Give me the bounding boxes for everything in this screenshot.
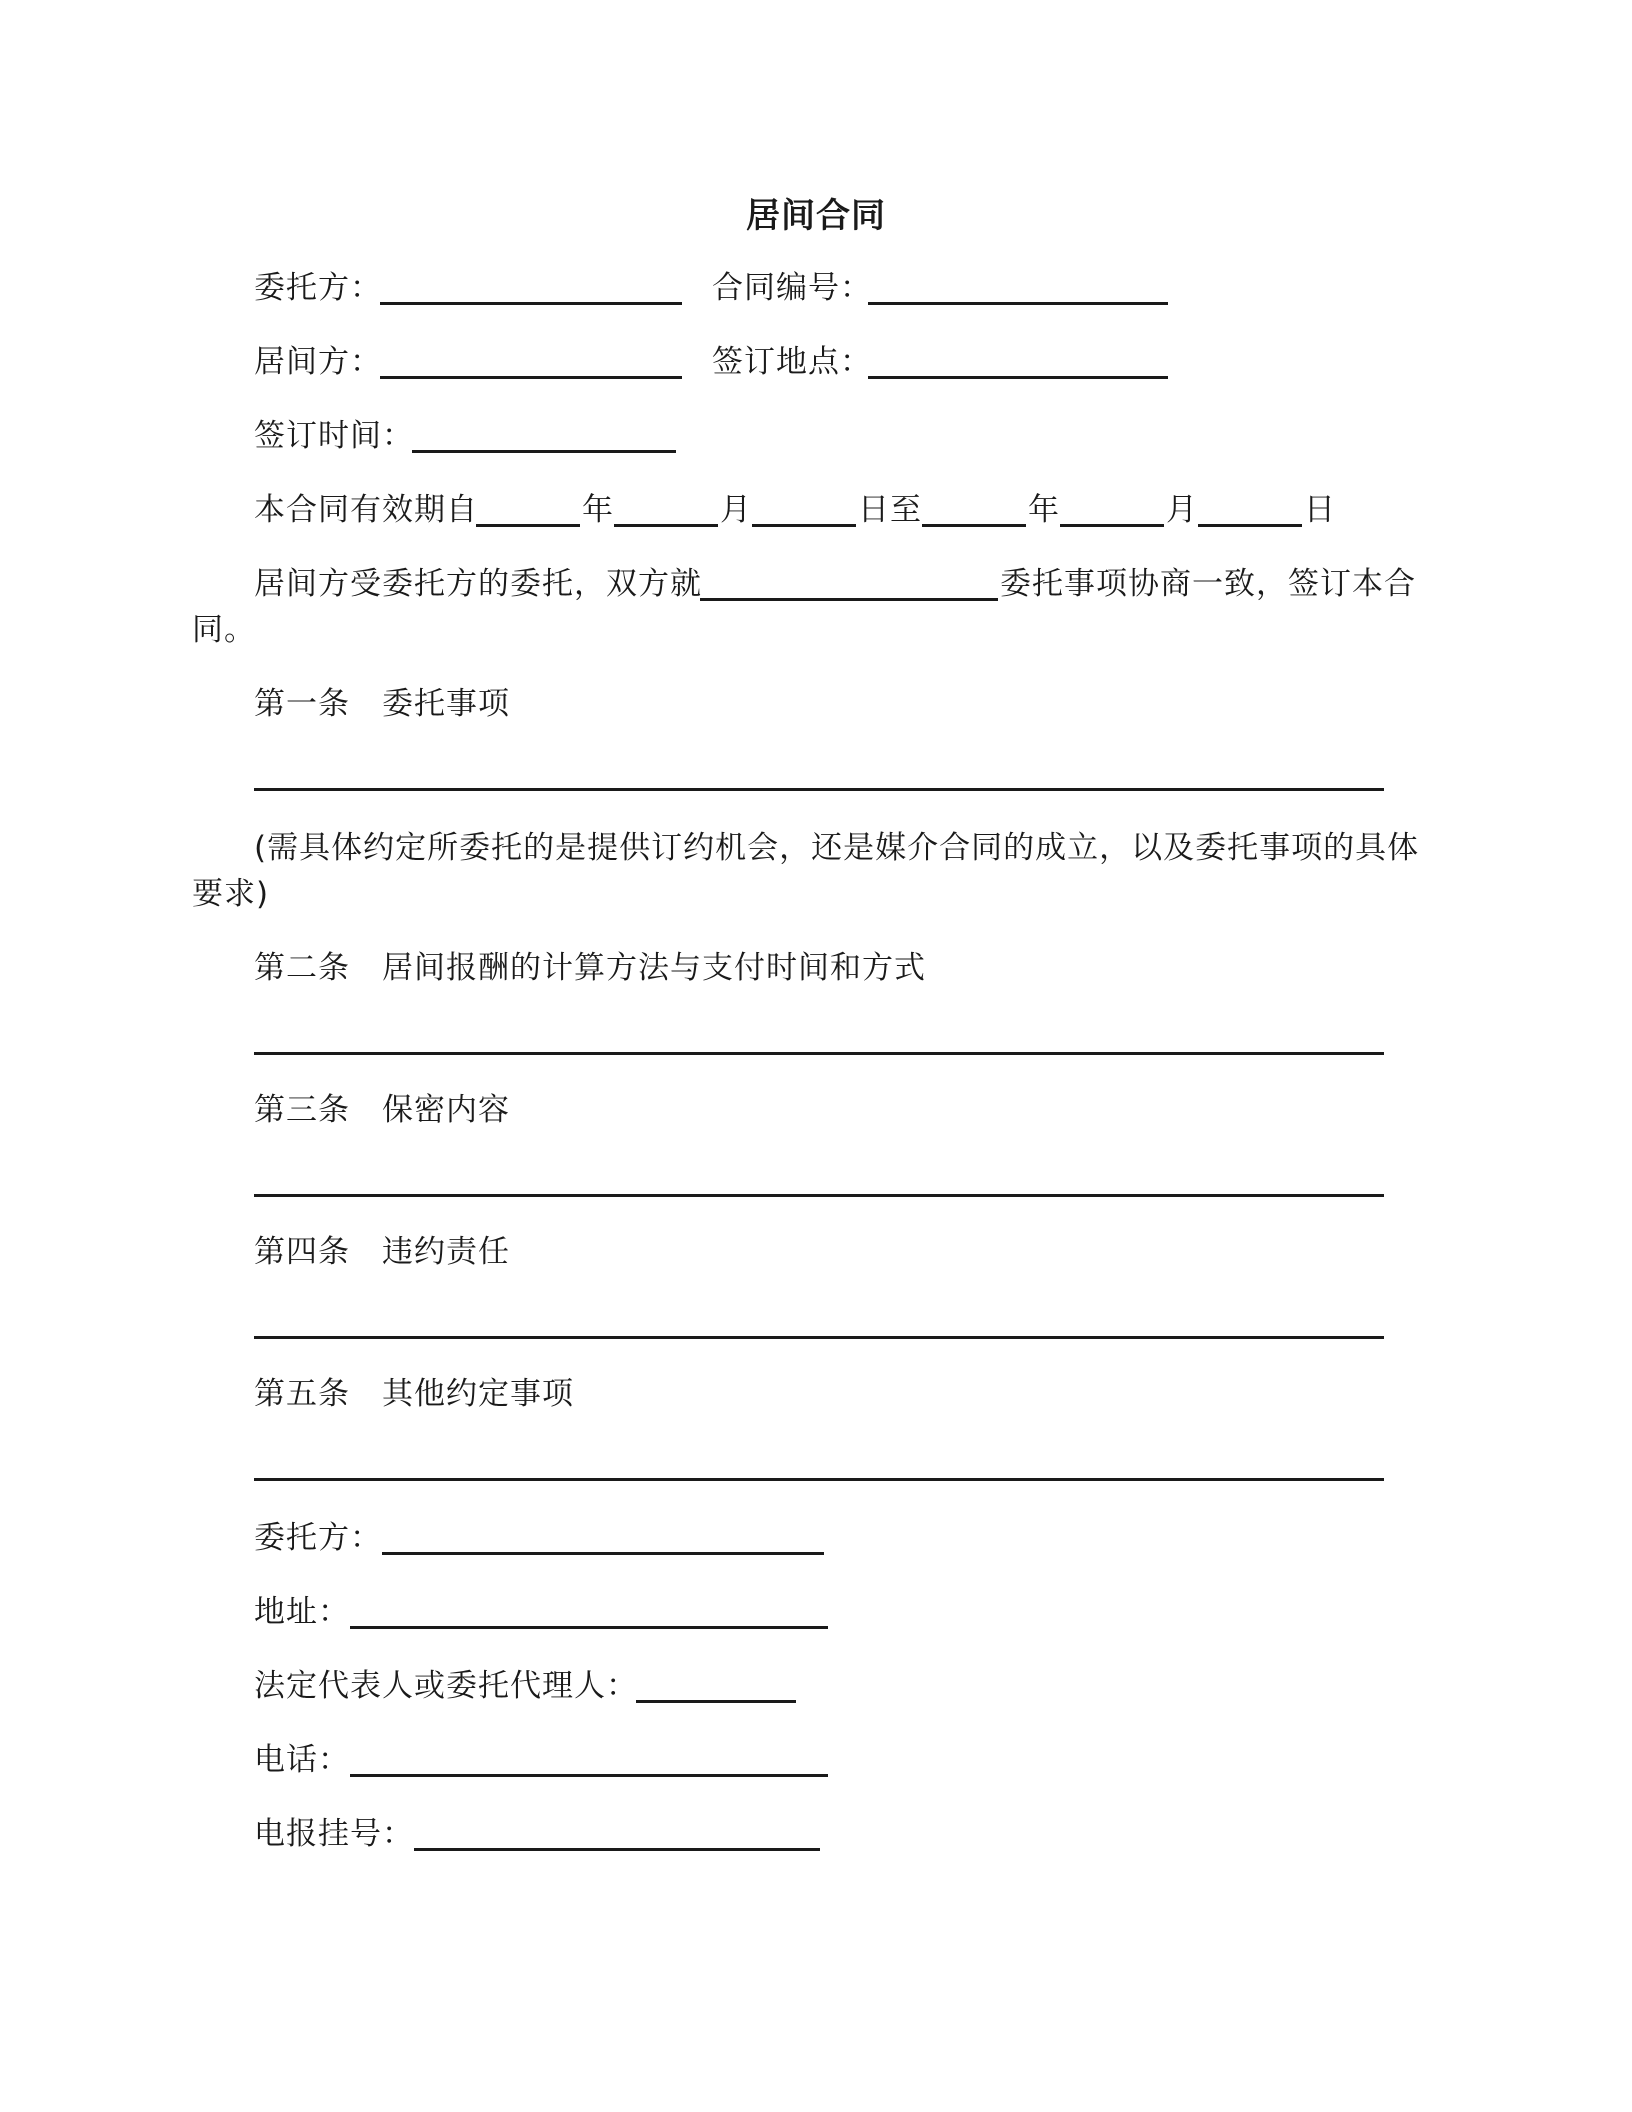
contract-no-blank[interactable]	[868, 302, 1168, 305]
client-blank[interactable]	[380, 302, 682, 305]
start-month-blank[interactable]	[614, 524, 718, 527]
signature-client-blank[interactable]	[382, 1552, 824, 1555]
article-5-title: 其他约定事项	[382, 1376, 574, 1412]
article-1-title: 委托事项	[382, 686, 510, 722]
broker-blank[interactable]	[380, 376, 682, 379]
signature-phone-label: 电话：	[254, 1742, 350, 1778]
article-1-number: 第一条	[254, 686, 350, 722]
article-5-blank[interactable]	[254, 1478, 1384, 1481]
signature-representative-label: 法定代表人或委托代理人：	[254, 1668, 638, 1704]
article-5-number: 第五条	[254, 1376, 350, 1412]
sign-time-blank[interactable]	[412, 450, 676, 453]
validity-day-to: 日至	[858, 492, 922, 528]
signature-telegraph-blank[interactable]	[414, 1848, 820, 1851]
broker-label: 居间方：	[254, 344, 382, 380]
validity-year-2: 年	[1028, 492, 1060, 528]
article-4-title: 违约责任	[382, 1234, 510, 1270]
article-3-number: 第三条	[254, 1092, 350, 1128]
preamble-line1-start: 居间方受委托方的委托，双方就	[254, 566, 702, 602]
preamble-line1-end: 委托事项协商一致，签订本合	[1000, 566, 1416, 602]
sign-place-blank[interactable]	[868, 376, 1168, 379]
contract-no-label: 合同编号：	[712, 270, 872, 306]
sign-time-label: 签订时间：	[254, 418, 414, 454]
article-1-blank[interactable]	[254, 788, 1384, 791]
article-2-number: 第二条	[254, 950, 350, 986]
preamble-line2: 同。	[192, 612, 256, 648]
preamble-matter-blank[interactable]	[700, 598, 998, 601]
start-day-blank[interactable]	[752, 524, 856, 527]
article-1-note-line2: 要求)	[192, 876, 270, 912]
client-label: 委托方：	[254, 270, 382, 306]
article-1-note-line1: (需具体约定所委托的是提供订约机会，还是媒介合同的成立，以及委托事项的具体	[254, 830, 1420, 866]
validity-year-1: 年	[582, 492, 614, 528]
signature-telegraph-label: 电报挂号：	[254, 1816, 414, 1852]
article-3-blank[interactable]	[254, 1194, 1384, 1197]
article-2-blank[interactable]	[254, 1052, 1384, 1055]
document-title: 居间合同	[746, 196, 886, 236]
signature-address-label: 地址：	[254, 1594, 350, 1630]
signature-phone-blank[interactable]	[350, 1774, 828, 1777]
article-3-title: 保密内容	[382, 1092, 510, 1128]
validity-prefix: 本合同有效期自	[254, 492, 478, 528]
start-year-blank[interactable]	[476, 524, 580, 527]
validity-month-1: 月	[720, 492, 752, 528]
sign-place-label: 签订地点：	[712, 344, 872, 380]
signature-address-blank[interactable]	[350, 1626, 828, 1629]
validity-month-2: 月	[1166, 492, 1198, 528]
article-2-title: 居间报酬的计算方法与支付时间和方式	[382, 950, 926, 986]
signature-representative-blank[interactable]	[636, 1700, 796, 1703]
end-year-blank[interactable]	[922, 524, 1026, 527]
article-4-number: 第四条	[254, 1234, 350, 1270]
signature-client-label: 委托方：	[254, 1520, 382, 1556]
validity-day-2: 日	[1304, 492, 1336, 528]
article-4-blank[interactable]	[254, 1336, 1384, 1339]
end-month-blank[interactable]	[1060, 524, 1164, 527]
end-day-blank[interactable]	[1198, 524, 1302, 527]
